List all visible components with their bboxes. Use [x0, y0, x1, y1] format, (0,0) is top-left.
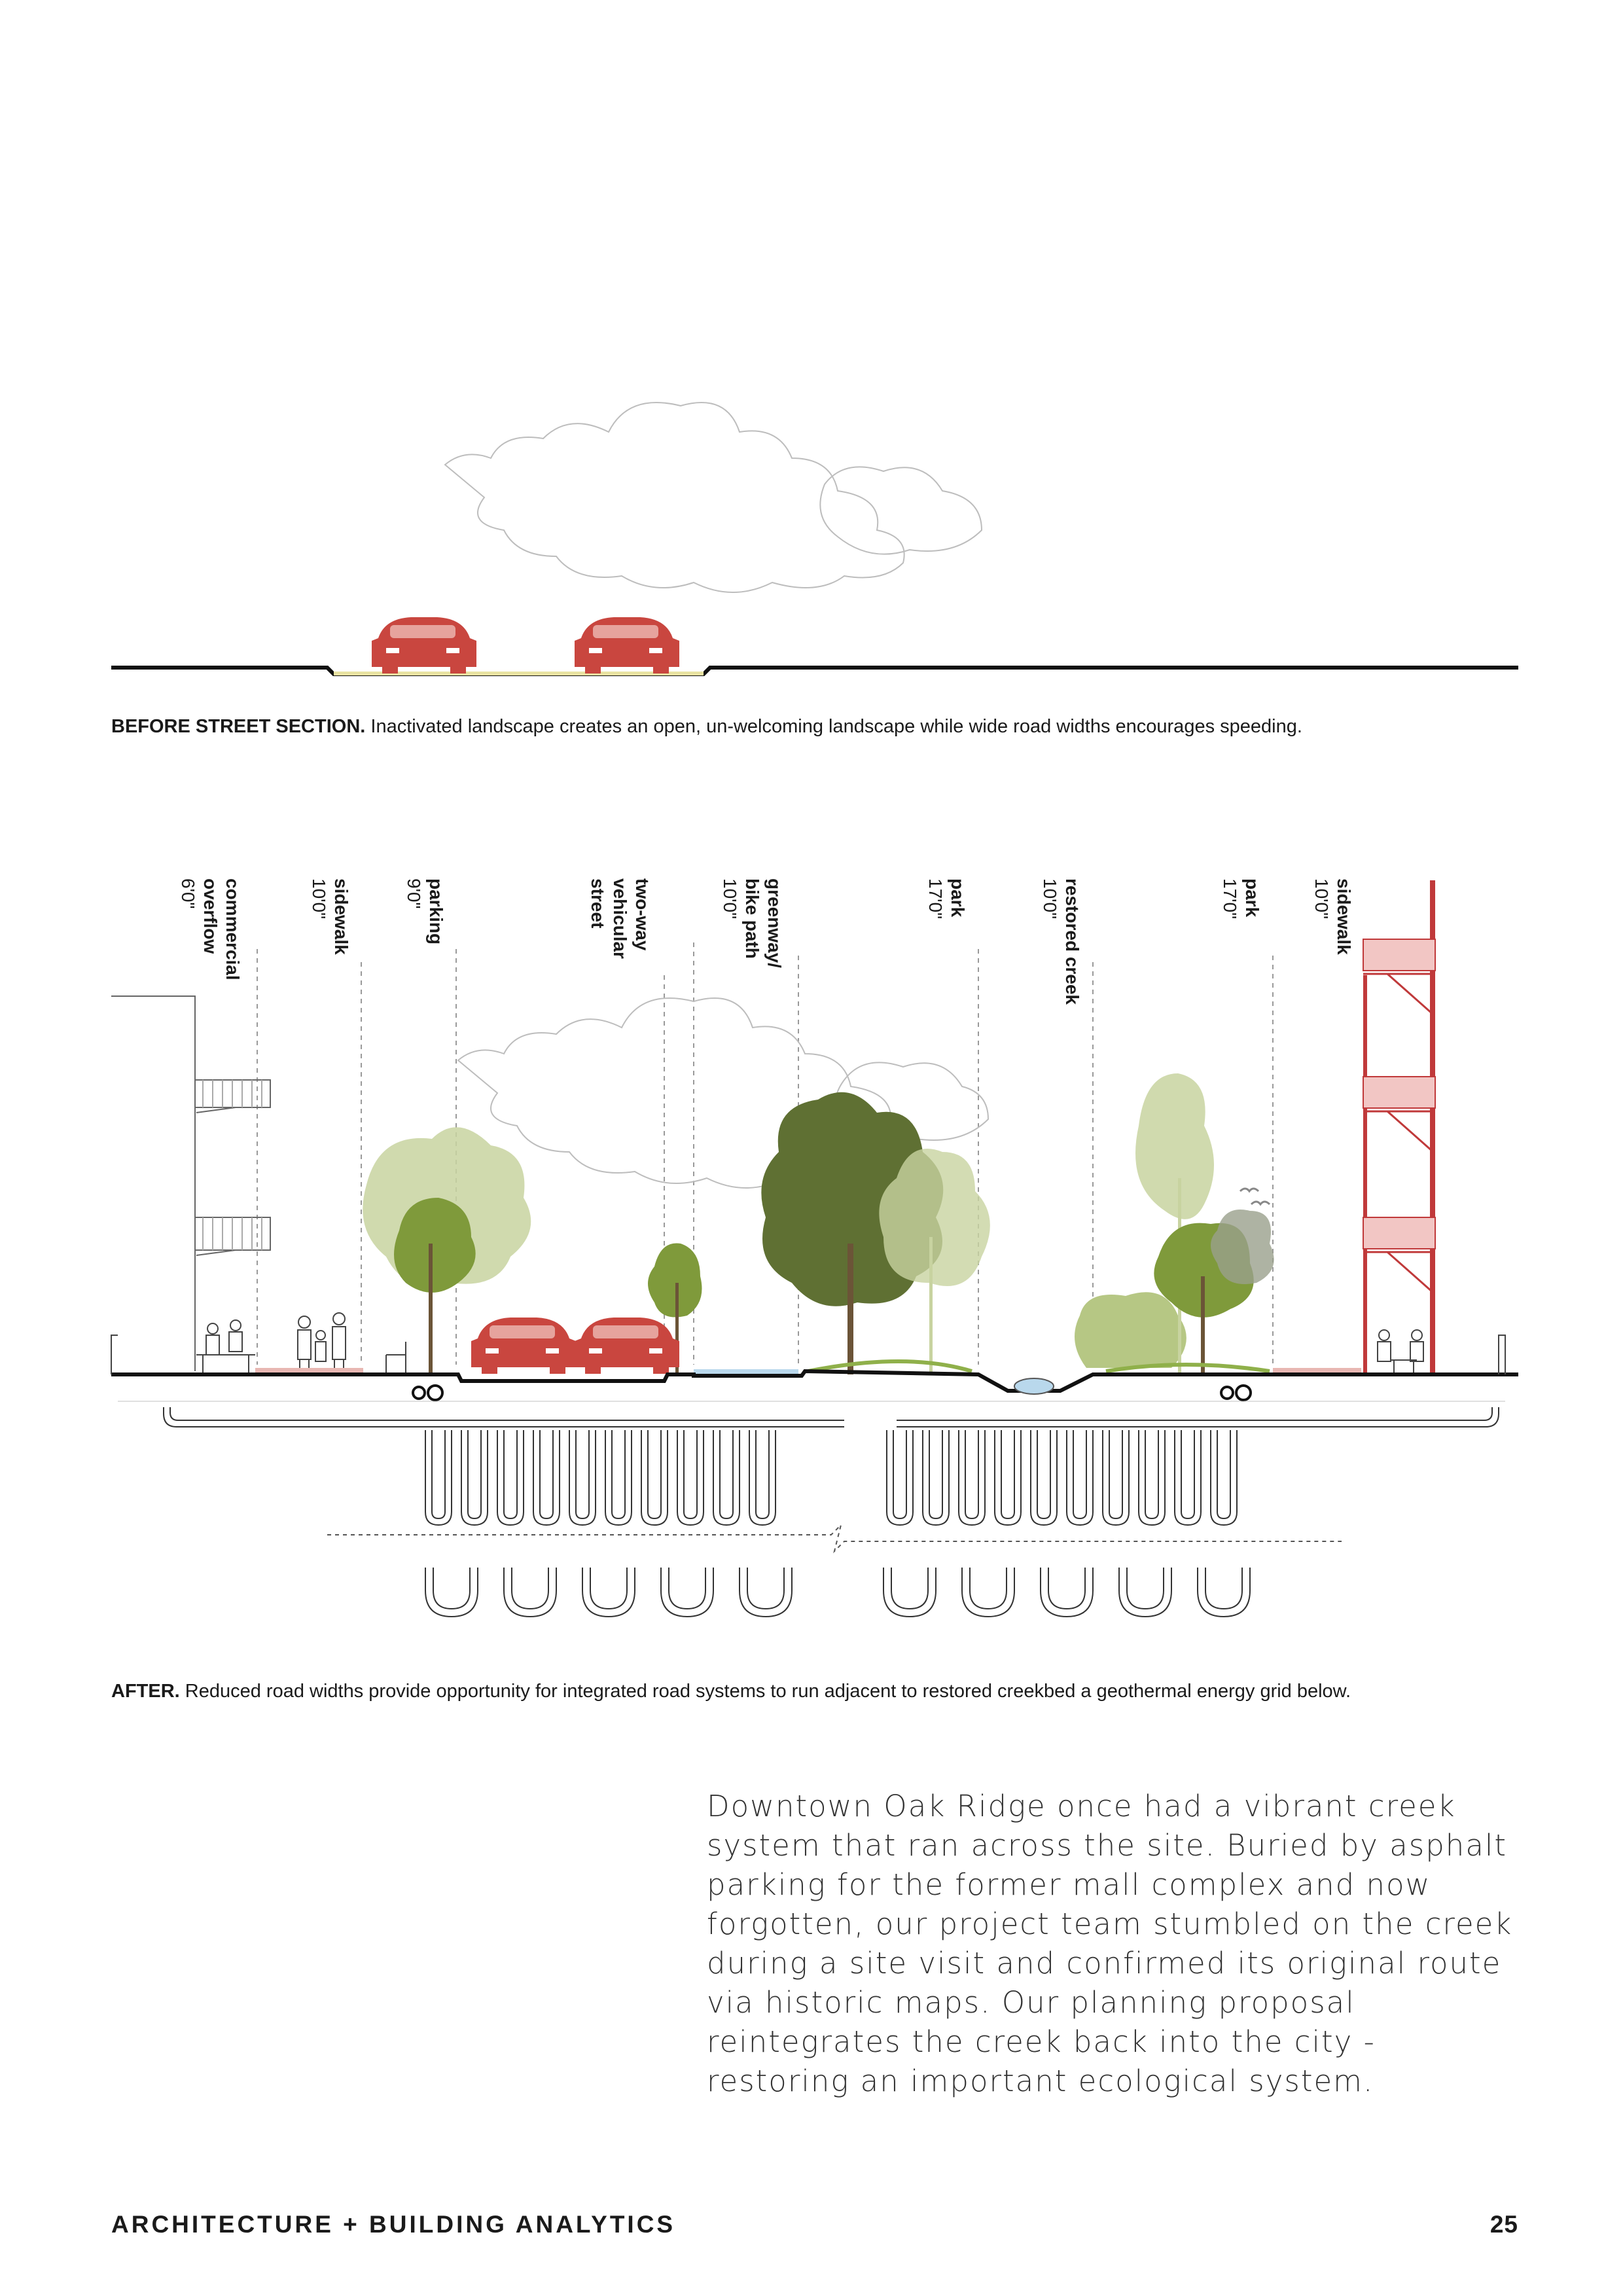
- after-street-section-drawing: [0, 870, 1623, 1630]
- zone-label-park-right: [1219, 878, 1263, 919]
- zone-name: sidewalk: [331, 878, 351, 955]
- geothermal-grid: [164, 1407, 1499, 1427]
- zone-dimension: 10'0": [1040, 878, 1060, 920]
- people-icon: [196, 1313, 406, 1376]
- zone-label-sidewalk-left: [308, 878, 352, 955]
- cloud-icon: [445, 403, 982, 592]
- car-icon: [471, 1318, 576, 1374]
- pipe-icon: [413, 1386, 1251, 1400]
- page-number: 25: [1489, 2211, 1518, 2238]
- soil-dots: [118, 1401, 1505, 1402]
- before-caption: [111, 715, 1525, 738]
- zone-name: restored creek: [1062, 878, 1082, 1005]
- after-caption: [111, 1679, 1551, 1703]
- car-icon: [372, 617, 476, 673]
- left-building: [111, 996, 270, 1371]
- right-building: [1363, 880, 1435, 1374]
- before-ground-line: [111, 668, 1518, 674]
- car-icon: [575, 617, 679, 673]
- zone-name: park: [1242, 878, 1262, 918]
- after-ground-line: [111, 1371, 1518, 1391]
- after-caption-title: AFTER.: [111, 1681, 180, 1702]
- zone-label-restored-creek: [1039, 878, 1083, 1005]
- car-icon: [575, 1318, 679, 1374]
- zone-label-park-left: [924, 878, 969, 919]
- zone-name: two-way vehicular street: [588, 878, 652, 959]
- footer-title: ARCHITECTURE + BUILDING ANALYTICS: [111, 2211, 676, 2238]
- zone-dimension: 17'0": [925, 878, 946, 920]
- zone-dimension: 17'0": [1220, 878, 1240, 920]
- after-caption-text: Reduced road widths provide opportunity for integrated road systems to run adjacent to restored creekbed a geothermal energy grid below.: [185, 1681, 1351, 1702]
- zone-dimension: 10'0": [720, 878, 740, 920]
- zone-label-two-way-street: [586, 878, 653, 959]
- before-caption-title: BEFORE STREET SECTION.: [111, 716, 366, 737]
- people-icon: [1378, 1330, 1423, 1374]
- zone-name: commercial overflow: [200, 878, 243, 980]
- zone-name: greenway/ bike path: [742, 878, 785, 968]
- before-caption-text: Inactivated landscape creates an open, un-welcoming landscape while wide road widths encourages speeding.: [370, 716, 1302, 737]
- zone-label-greenway: [719, 878, 785, 968]
- geothermal-loops-upper: [425, 1430, 1237, 1525]
- zone-label-sidewalk-right: [1310, 878, 1355, 955]
- body-paragraph: Downtown Oak Ridge once had a vibrant creek system that ran across the site. Buried by asphalt parking for the former mall complex and now forgotten, our project team stumbled on the creek during a site visit and confirmed its original route via historic maps. Our planning proposal reintegrates the creek back into the city - restoring an important ecological system.: [707, 1789, 1513, 2098]
- bird-icon: [1240, 1189, 1270, 1204]
- depth-break-line: [327, 1525, 1342, 1551]
- before-street-section-drawing: [0, 340, 1623, 681]
- zone-label-commercial-overflow: [177, 878, 243, 980]
- zone-name: sidewalk: [1334, 878, 1354, 955]
- zone-name: park: [948, 878, 968, 918]
- zone-dimension: 9'0": [404, 878, 424, 909]
- geothermal-loops-lower: [425, 1568, 1250, 1617]
- tree-icon: [879, 1149, 990, 1374]
- zone-dimension: 10'0": [309, 878, 329, 920]
- zone-dimension: 10'0": [1311, 878, 1332, 920]
- zone-label-parking: [402, 878, 447, 944]
- zone-dimension: 6'0": [178, 878, 198, 909]
- zone-name: parking: [426, 878, 446, 945]
- tree-icon: [1075, 1292, 1186, 1368]
